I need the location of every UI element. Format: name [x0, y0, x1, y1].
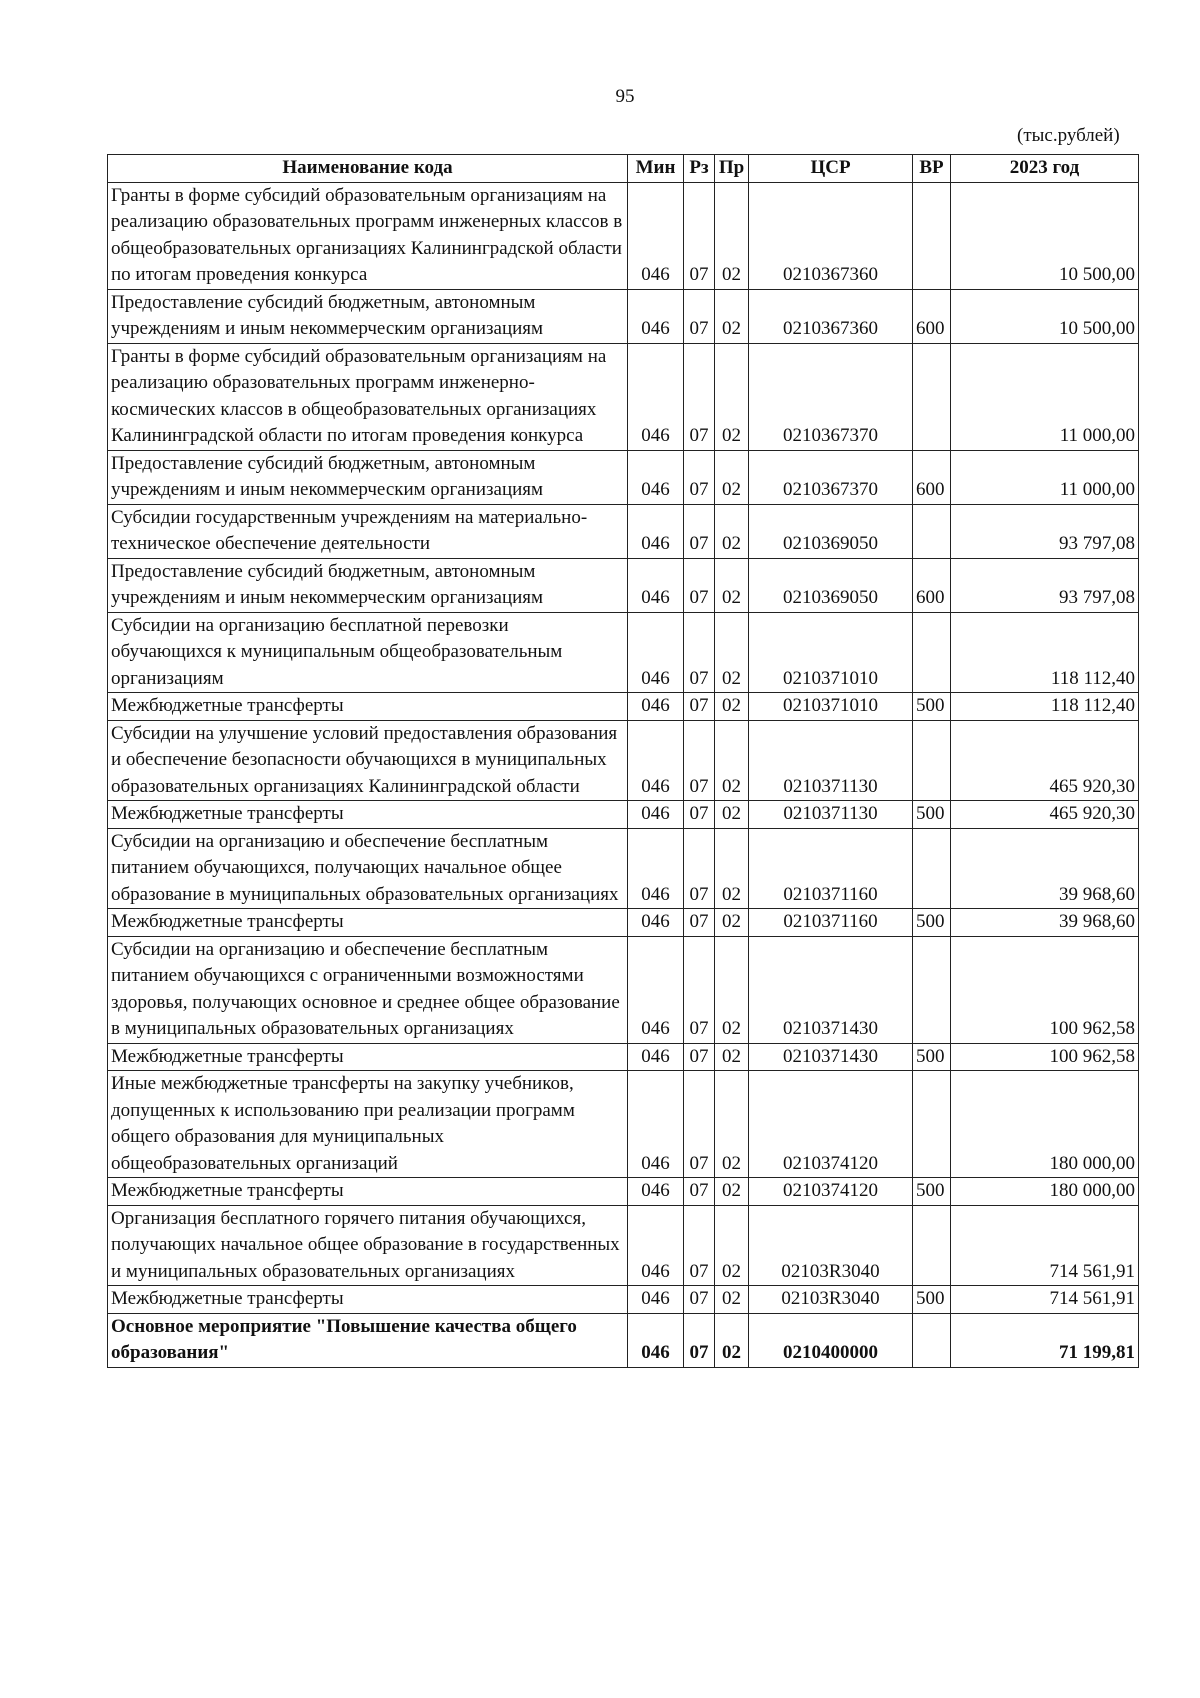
header-name: Наименование кода [108, 155, 628, 183]
cell-vr [913, 1313, 951, 1367]
cell-min: 046 [628, 909, 684, 937]
cell-vr [913, 1205, 951, 1286]
header-vr: ВР [913, 155, 951, 183]
table-row [108, 909, 1139, 937]
cell-name: Субсидии на организацию бесплатной перевозки обучающихся к муниципальным общеобразовательным организациям [108, 612, 628, 693]
cell-csr: 0210367370 [749, 343, 913, 450]
cell-rz: 07 [684, 504, 715, 558]
cell-name: Межбюджетные трансферты [108, 693, 628, 721]
table-row [108, 182, 1139, 289]
cell-min: 046 [628, 1313, 684, 1367]
table-header-row [108, 155, 1139, 183]
cell-rz: 07 [684, 1205, 715, 1286]
units-label: (тыс.рублей) [1017, 125, 1120, 146]
cell-vr: 500 [913, 801, 951, 829]
cell-name: Субсидии на организацию и обеспечение бесплатным питанием обучающихся, получающих начальное общее образование в муниципальных образовательных организациях [108, 828, 628, 909]
cell-name: Субсидии государственным учреждениям на материально-техническое обеспечение деятельности [108, 504, 628, 558]
cell-amount: 714 561,91 [951, 1286, 1139, 1314]
header-rz: Рз [684, 155, 715, 183]
cell-min: 046 [628, 693, 684, 721]
cell-amount: 180 000,00 [951, 1178, 1139, 1206]
cell-amount: 10 500,00 [951, 289, 1139, 343]
cell-csr: 0210367360 [749, 182, 913, 289]
cell-vr [913, 182, 951, 289]
cell-amount: 100 962,58 [951, 1043, 1139, 1071]
cell-vr [913, 612, 951, 693]
cell-amount: 39 968,60 [951, 909, 1139, 937]
cell-rz: 07 [684, 1286, 715, 1314]
cell-vr [913, 936, 951, 1043]
budget-table [107, 154, 1139, 1368]
cell-pr: 02 [715, 1286, 749, 1314]
cell-pr: 02 [715, 558, 749, 612]
cell-pr: 02 [715, 693, 749, 721]
cell-name: Межбюджетные трансферты [108, 1178, 628, 1206]
cell-vr: 500 [913, 1286, 951, 1314]
cell-csr: 0210371160 [749, 828, 913, 909]
cell-pr: 02 [715, 450, 749, 504]
cell-rz: 07 [684, 1071, 715, 1178]
cell-csr: 0210374120 [749, 1178, 913, 1206]
cell-name: Предоставление субсидий бюджетным, автономным учреждениям и иным некоммерческим организациям [108, 289, 628, 343]
cell-pr: 02 [715, 1043, 749, 1071]
cell-min: 046 [628, 801, 684, 829]
table-row [108, 828, 1139, 909]
cell-csr: 0210371160 [749, 909, 913, 937]
table-row [108, 1205, 1139, 1286]
cell-amount: 465 920,30 [951, 801, 1139, 829]
cell-name: Гранты в форме субсидий образовательным организациям на реализацию образовательных программ инженерно-космических классов в общеобразовательных организациях Калининградской области по итогам проведения конкурса [108, 343, 628, 450]
cell-name: Субсидии на организацию и обеспечение бесплатным питанием обучающихся с ограниченными возможностями здоровья, получающих основное и среднее общее образование в муниципальных образовательных организациях [108, 936, 628, 1043]
cell-name: Предоставление субсидий бюджетным, автономным учреждениям и иным некоммерческим организациям [108, 450, 628, 504]
cell-pr: 02 [715, 936, 749, 1043]
cell-rz: 07 [684, 693, 715, 721]
cell-csr: 02103R3040 [749, 1286, 913, 1314]
table-row [108, 450, 1139, 504]
cell-amount: 93 797,08 [951, 558, 1139, 612]
cell-min: 046 [628, 1178, 684, 1206]
cell-csr: 0210371010 [749, 612, 913, 693]
cell-rz: 07 [684, 182, 715, 289]
header-pr: Пр [715, 155, 749, 183]
table-row [108, 1043, 1139, 1071]
table-row [108, 289, 1139, 343]
cell-vr [913, 504, 951, 558]
cell-pr: 02 [715, 343, 749, 450]
cell-csr: 0210369050 [749, 558, 913, 612]
table-row [108, 1071, 1139, 1178]
cell-min: 046 [628, 182, 684, 289]
header-csr: ЦСР [749, 155, 913, 183]
page-number: 95 [615, 86, 635, 107]
cell-name: Гранты в форме субсидий образовательным организациям на реализацию образовательных программ инженерных классов в общеобразовательных организациях Калининградской области по итогам проведения конкурса [108, 182, 628, 289]
cell-vr [913, 343, 951, 450]
cell-pr: 02 [715, 1178, 749, 1206]
cell-amount: 118 112,40 [951, 612, 1139, 693]
cell-min: 046 [628, 1286, 684, 1314]
cell-min: 046 [628, 936, 684, 1043]
cell-csr: 0210367370 [749, 450, 913, 504]
cell-rz: 07 [684, 720, 715, 801]
cell-name: Межбюджетные трансферты [108, 801, 628, 829]
cell-vr: 600 [913, 450, 951, 504]
cell-rz: 07 [684, 343, 715, 450]
cell-rz: 07 [684, 450, 715, 504]
cell-amount: 93 797,08 [951, 504, 1139, 558]
cell-name: Иные межбюджетные трансферты на закупку учебников, допущенных к использованию при реализации программ общего образования для муниципальных общеобразовательных организаций [108, 1071, 628, 1178]
table-row [108, 720, 1139, 801]
cell-amount: 465 920,30 [951, 720, 1139, 801]
cell-amount: 180 000,00 [951, 1071, 1139, 1178]
cell-pr: 02 [715, 801, 749, 829]
cell-amount: 714 561,91 [951, 1205, 1139, 1286]
cell-csr: 0210371130 [749, 801, 913, 829]
table-row [108, 693, 1139, 721]
cell-name: Организация бесплатного горячего питания обучающихся, получающих начальное общее образование в государственных и муниципальных образовательных организациях [108, 1205, 628, 1286]
cell-vr: 500 [913, 1043, 951, 1071]
table-row [108, 801, 1139, 829]
cell-min: 046 [628, 504, 684, 558]
cell-csr: 0210374120 [749, 1071, 913, 1178]
header-amount: 2023 год [951, 155, 1139, 183]
cell-csr: 0210371430 [749, 1043, 913, 1071]
cell-csr: 0210371010 [749, 693, 913, 721]
cell-pr: 02 [715, 182, 749, 289]
cell-pr: 02 [715, 1313, 749, 1367]
table-body [108, 182, 1139, 1367]
cell-rz: 07 [684, 936, 715, 1043]
cell-min: 046 [628, 828, 684, 909]
cell-name: Предоставление субсидий бюджетным, автономным учреждениям и иным некоммерческим организациям [108, 558, 628, 612]
cell-vr: 500 [913, 693, 951, 721]
cell-amount: 39 968,60 [951, 828, 1139, 909]
cell-min: 046 [628, 450, 684, 504]
cell-amount: 118 112,40 [951, 693, 1139, 721]
cell-pr: 02 [715, 1071, 749, 1178]
cell-name: Межбюджетные трансферты [108, 1043, 628, 1071]
table-row [108, 936, 1139, 1043]
cell-min: 046 [628, 1043, 684, 1071]
cell-rz: 07 [684, 801, 715, 829]
cell-vr: 600 [913, 558, 951, 612]
cell-min: 046 [628, 343, 684, 450]
cell-rz: 07 [684, 289, 715, 343]
cell-amount: 11 000,00 [951, 343, 1139, 450]
cell-pr: 02 [715, 504, 749, 558]
table-row [108, 504, 1139, 558]
cell-min: 046 [628, 558, 684, 612]
header-min: Мин [628, 155, 684, 183]
cell-csr: 0210371130 [749, 720, 913, 801]
cell-pr: 02 [715, 289, 749, 343]
table-row [108, 558, 1139, 612]
cell-min: 046 [628, 720, 684, 801]
cell-name: Основное мероприятие "Повышение качества общего образования" [108, 1313, 628, 1367]
table-row [108, 1313, 1139, 1367]
cell-rz: 07 [684, 1178, 715, 1206]
cell-vr [913, 1071, 951, 1178]
cell-min: 046 [628, 1205, 684, 1286]
cell-rz: 07 [684, 828, 715, 909]
cell-pr: 02 [715, 612, 749, 693]
table-row [108, 1178, 1139, 1206]
cell-name: Межбюджетные трансферты [108, 909, 628, 937]
cell-name: Субсидии на улучшение условий предоставления образования и обеспечение безопасности обучающихся в муниципальных образовательных организациях Калининградской области [108, 720, 628, 801]
cell-vr: 500 [913, 909, 951, 937]
cell-vr: 500 [913, 1178, 951, 1206]
cell-csr: 0210400000 [749, 1313, 913, 1367]
cell-rz: 07 [684, 1313, 715, 1367]
cell-rz: 07 [684, 612, 715, 693]
cell-name: Межбюджетные трансферты [108, 1286, 628, 1314]
cell-min: 046 [628, 612, 684, 693]
cell-pr: 02 [715, 909, 749, 937]
cell-csr: 02103R3040 [749, 1205, 913, 1286]
table-row [108, 343, 1139, 450]
cell-csr: 0210367360 [749, 289, 913, 343]
cell-amount: 100 962,58 [951, 936, 1139, 1043]
cell-amount: 11 000,00 [951, 450, 1139, 504]
cell-csr: 0210371430 [749, 936, 913, 1043]
cell-pr: 02 [715, 720, 749, 801]
cell-rz: 07 [684, 558, 715, 612]
cell-vr [913, 720, 951, 801]
cell-rz: 07 [684, 1043, 715, 1071]
cell-min: 046 [628, 1071, 684, 1178]
cell-csr: 0210369050 [749, 504, 913, 558]
cell-rz: 07 [684, 909, 715, 937]
cell-pr: 02 [715, 828, 749, 909]
cell-pr: 02 [715, 1205, 749, 1286]
cell-min: 046 [628, 289, 684, 343]
table-row [108, 1286, 1139, 1314]
table-row [108, 612, 1139, 693]
cell-amount: 10 500,00 [951, 182, 1139, 289]
cell-vr: 600 [913, 289, 951, 343]
cell-amount: 71 199,81 [951, 1313, 1139, 1367]
cell-vr [913, 828, 951, 909]
